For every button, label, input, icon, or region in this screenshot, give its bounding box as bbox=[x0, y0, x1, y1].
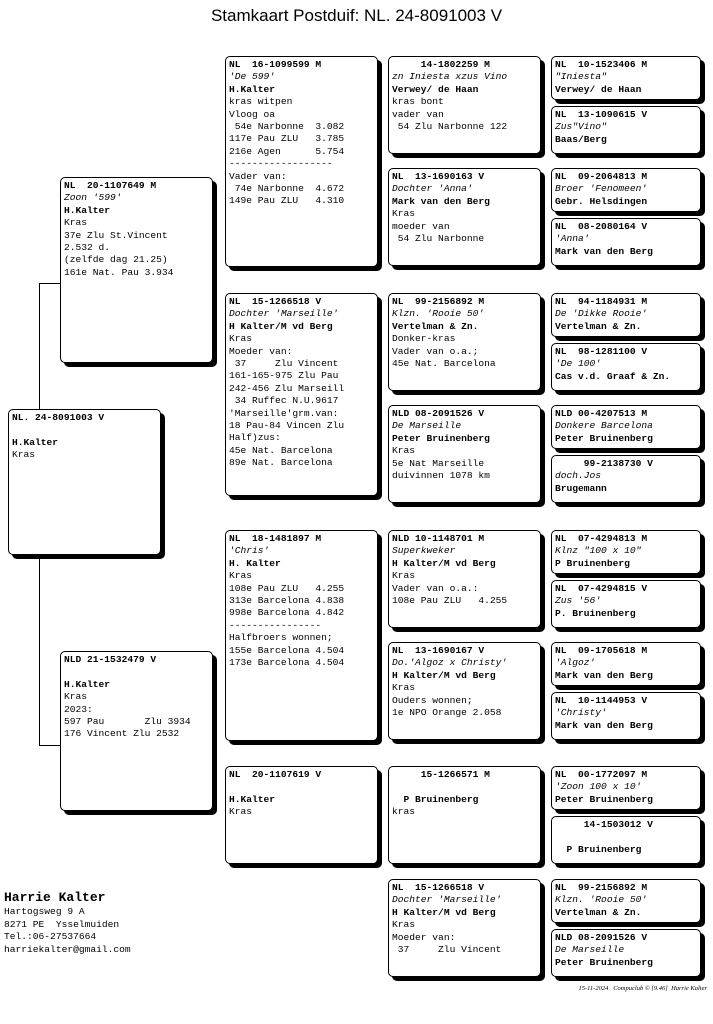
card-detail-line: 'Marseille'grm.van: bbox=[229, 407, 339, 419]
card-gen3-3 bbox=[388, 293, 541, 391]
card-detail-line: duivinnen 1078 km bbox=[392, 470, 490, 482]
card-paternal-grandfather bbox=[225, 56, 378, 267]
card-mother bbox=[60, 651, 213, 811]
breeder-name: P Bruinenberg bbox=[555, 557, 630, 569]
card-detail-line: 54 Zlu Narbonne bbox=[392, 233, 485, 245]
ring-number: NL. 24-8091003 V bbox=[12, 412, 105, 423]
breeder-name: Peter Bruinenberg bbox=[555, 432, 653, 444]
pigeon-name: "Iniesta" bbox=[555, 71, 607, 83]
card-detail-line: Kras bbox=[392, 682, 416, 694]
card-detail-line: (zelfde dag 21.25) bbox=[64, 254, 168, 266]
breeder-name: Mark van den Berg bbox=[392, 195, 490, 207]
ring-number: NL 15-1266518 V bbox=[392, 882, 485, 893]
pigeon-name: 'Algoz' bbox=[555, 657, 596, 669]
page-title: Stamkaart Postduif: NL. 24-8091003 V bbox=[210, 6, 503, 25]
ring-number: NL 00-1772097 M bbox=[555, 769, 648, 780]
card-gen4-4 bbox=[551, 218, 701, 266]
card-gen4-7 bbox=[551, 405, 701, 449]
pigeon-name: Superkweker bbox=[392, 545, 456, 557]
card-gen3-5 bbox=[388, 530, 541, 628]
card-detail-line: 155e Barcelona 4.504 bbox=[229, 644, 345, 656]
card-gen3-4 bbox=[388, 405, 541, 503]
ring-number: NLD 08-2091526 V bbox=[392, 408, 485, 419]
breeder-name: Baas/Berg bbox=[555, 133, 607, 145]
card-subject bbox=[8, 409, 161, 555]
card-detail-line: 597 Pau Zlu 3934 bbox=[64, 716, 191, 728]
breeder-name: P. Bruinenberg bbox=[555, 607, 636, 619]
card-detail-line: 242-456 Zlu Marseill bbox=[229, 382, 345, 394]
owner-address-line: 8271 PE Ysselmuiden bbox=[4, 918, 120, 930]
ring-number: NL 98-1281100 V bbox=[555, 346, 648, 357]
card-gen4-8 bbox=[551, 455, 701, 503]
pigeon-name bbox=[392, 781, 537, 793]
ring-number: NL 10-1523406 M bbox=[555, 59, 648, 70]
breeder-name: H.Kalter bbox=[64, 204, 111, 216]
breeder-name: H.Kalter bbox=[229, 83, 276, 95]
breeder-name: H.Kalter bbox=[64, 678, 111, 690]
card-detail-line: Kras bbox=[392, 445, 416, 457]
ring-number: NL 18-1481897 M bbox=[229, 533, 322, 544]
pigeon-name: Dochter 'Marseille' bbox=[229, 308, 339, 320]
card-detail-line: 313e Barcelona 4.838 bbox=[229, 595, 345, 607]
ring-number: 99-2138730 V bbox=[555, 458, 653, 469]
pigeon-name: 'Christy' bbox=[555, 707, 607, 719]
card-detail-line: Kras bbox=[64, 691, 88, 703]
card-detail-line: kras bbox=[392, 806, 416, 818]
breeder-name: Mark van den Berg bbox=[555, 669, 653, 681]
ring-number: NLD 10-1148701 M bbox=[392, 533, 485, 544]
breeder-name: H.Kalter bbox=[12, 436, 59, 448]
breeder-name: Vertelman & Zn. bbox=[555, 320, 642, 332]
breeder-name: Mark van den Berg bbox=[555, 719, 653, 731]
breeder-name: H Kalter/M vd Berg bbox=[229, 320, 333, 332]
card-detail-line: Kras bbox=[229, 570, 253, 582]
breeder-name: H Kalter/M vd Berg bbox=[392, 557, 496, 569]
card-gen3-2 bbox=[388, 168, 541, 266]
pigeon-name: Zoon '599' bbox=[64, 192, 122, 204]
card-detail-line: Vader van o.a.: bbox=[392, 582, 479, 594]
owner-info bbox=[4, 889, 131, 956]
pigeon-name: Klzn. 'Rooie 50' bbox=[555, 894, 648, 906]
card-detail-line: Donker-kras bbox=[392, 333, 456, 345]
pigeon-name: Zus '56' bbox=[555, 595, 602, 607]
owner-address-line: Hartogsweg 9 A bbox=[4, 906, 85, 917]
card-gen4-14 bbox=[551, 816, 701, 864]
card-detail-line: 45e Nat. Barcelona bbox=[229, 444, 333, 456]
breeder-name: Vertelman & Zn. bbox=[555, 906, 642, 918]
card-gen4-12 bbox=[551, 692, 701, 740]
card-detail-line: Moeder van: bbox=[392, 931, 456, 943]
card-detail-line: 998e Barcelona 4.842 bbox=[229, 607, 345, 619]
card-detail-line: Half)zus: bbox=[229, 432, 281, 444]
card-detail-line: 37 Zlu Vincent bbox=[392, 944, 502, 956]
ring-number: NLD 00-4207513 M bbox=[555, 408, 648, 419]
card-detail-line: Kras bbox=[392, 919, 416, 931]
card-detail-line: 2.532 d. bbox=[64, 242, 111, 254]
breeder-name: Verwey/ de Haan bbox=[392, 83, 479, 95]
card-gen4-13 bbox=[551, 766, 701, 810]
card-detail-line: 37e Zlu St.Vincent bbox=[64, 229, 168, 241]
card-gen3-6 bbox=[388, 642, 541, 740]
ring-number: NL 07-4294813 M bbox=[555, 533, 648, 544]
card-detail-line: 176 Vincent Zlu 2532 bbox=[64, 728, 180, 740]
breeder-name: H Kalter/M vd Berg bbox=[392, 906, 496, 918]
ring-number: NL 99-2156892 M bbox=[392, 296, 485, 307]
breeder-name: H. Kalter bbox=[229, 557, 281, 569]
ring-number: NL 09-1705618 M bbox=[555, 645, 648, 656]
ring-number: NL 94-1184931 M bbox=[555, 296, 648, 307]
card-detail-line: Kras bbox=[229, 806, 253, 818]
card-detail-line: Halfbroers wonnen; bbox=[229, 632, 333, 644]
card-detail-line: 18 Pau-84 Vincen Zlu bbox=[229, 420, 345, 432]
pigeon-name: 'Chris' bbox=[229, 545, 270, 557]
card-maternal-grandmother bbox=[225, 766, 378, 864]
ring-number: 14-1802259 M bbox=[392, 59, 490, 70]
breeder-name: Mark van den Berg bbox=[555, 245, 653, 257]
breeder-name: Verwey/ de Haan bbox=[555, 83, 642, 95]
ring-number: 14-1503012 V bbox=[555, 819, 653, 830]
pigeon-name: 'Zoon 100 x 10' bbox=[555, 781, 642, 793]
card-detail-line: Kras bbox=[64, 217, 88, 229]
card-detail-line: 74e Narbonne 4.672 bbox=[229, 183, 345, 195]
ring-number: NL 07-4294815 V bbox=[555, 583, 648, 594]
card-gen4-11 bbox=[551, 642, 701, 686]
ring-number: NLD 21-1532479 V bbox=[64, 654, 157, 665]
card-detail-line: Kras bbox=[392, 208, 416, 220]
card-gen4-16 bbox=[551, 929, 701, 977]
pigeon-name: De Marseille bbox=[555, 944, 625, 956]
ring-number: NL 13-1690163 V bbox=[392, 171, 485, 182]
card-gen3-7 bbox=[388, 766, 541, 864]
pigeon-name bbox=[64, 666, 209, 678]
ring-number: NL 09-2064813 M bbox=[555, 171, 648, 182]
pigeon-name: 'Anna' bbox=[555, 233, 590, 245]
pigeon-name bbox=[555, 831, 697, 843]
pigeon-name: Klnz "100 x 10" bbox=[555, 545, 642, 557]
card-detail-line: kras witpen bbox=[229, 96, 293, 108]
pigeon-name: De Marseille bbox=[392, 420, 462, 432]
card-detail-line: vader van bbox=[392, 108, 444, 120]
pigeon-name: 'De 599' bbox=[229, 71, 276, 83]
card-detail-line: 108e Pau ZLU 4.255 bbox=[229, 582, 345, 594]
card-detail-line: 5e Nat Marseille bbox=[392, 457, 485, 469]
pigeon-name: zn Iniesta xzus Vino bbox=[392, 71, 508, 83]
card-detail-line: 54e Narbonne 3.082 bbox=[229, 121, 345, 133]
owner-phone: Tel.:06-27537664 bbox=[4, 931, 97, 943]
card-gen4-3 bbox=[551, 168, 701, 212]
card-detail-line: ------------------ bbox=[229, 158, 333, 170]
ring-number: NL 20-1107619 V bbox=[229, 769, 322, 780]
card-paternal-grandmother bbox=[225, 293, 378, 496]
card-detail-line: Vader van: bbox=[229, 170, 287, 182]
card-father bbox=[60, 177, 213, 363]
card-gen4-9 bbox=[551, 530, 701, 574]
ring-number: NL 15-1266518 V bbox=[229, 296, 322, 307]
pigeon-name: Donkere Barcelona bbox=[555, 420, 653, 432]
card-detail-line: 173e Barcelona 4.504 bbox=[229, 657, 345, 669]
breeder-name: H Kalter/M vd Berg bbox=[392, 669, 496, 681]
breeder-name: Vertelman & Zn. bbox=[392, 320, 479, 332]
breeder-name: Peter Bruinenberg bbox=[555, 793, 653, 805]
card-gen4-1 bbox=[551, 56, 701, 100]
pigeon-name: Dochter 'Marseille' bbox=[392, 894, 502, 906]
card-detail-line: 161e Nat. Pau 3.934 bbox=[64, 266, 174, 278]
card-detail-line: Kras bbox=[392, 570, 416, 582]
card-detail-line: moeder van bbox=[392, 220, 450, 232]
breeder-name: Peter Bruinenberg bbox=[555, 956, 653, 968]
owner-email: harriekalter@gmail.com bbox=[4, 943, 131, 955]
card-gen4-6 bbox=[551, 343, 701, 391]
ring-number: NL 10-1144953 V bbox=[555, 695, 648, 706]
card-maternal-grandfather bbox=[225, 530, 378, 741]
card-detail-line: Vader van o.a.; bbox=[392, 345, 479, 357]
card-detail-line: 108e Pau ZLU 4.255 bbox=[392, 595, 508, 607]
breeder-name: H.Kalter bbox=[229, 793, 276, 805]
card-detail-line: 37 Zlu Vincent bbox=[229, 358, 339, 370]
pigeon-name: Broer 'Fenomeen' bbox=[555, 183, 648, 195]
card-gen4-2 bbox=[551, 106, 701, 154]
ring-number: NLD 08-2091526 V bbox=[555, 932, 648, 943]
card-detail-line: Ouders wonnen; bbox=[392, 694, 473, 706]
pigeon-name bbox=[229, 781, 374, 793]
card-detail-line: 161-165-975 Zlu Pau bbox=[229, 370, 339, 382]
pigeon-name: doch.Jos bbox=[555, 470, 602, 482]
breeder-name: Peter Bruinenberg bbox=[392, 432, 490, 444]
footer-credit: 15-11-2024 Compuclub © [9.46] Harrie Kalter bbox=[578, 985, 707, 992]
card-detail-line: 1e NPO Orange 2.058 bbox=[392, 707, 502, 719]
ring-number: NL 08-2080164 V bbox=[555, 221, 648, 232]
card-detail-line: Moeder van: bbox=[229, 345, 293, 357]
ring-number: NL 16-1099599 M bbox=[229, 59, 322, 70]
pigeon-name: 'De 100' bbox=[555, 358, 602, 370]
card-gen4-15 bbox=[551, 879, 701, 923]
card-gen4-5 bbox=[551, 293, 701, 337]
breeder-name: Brugemann bbox=[555, 482, 607, 494]
pigeon-name: De 'Dikke Rooie' bbox=[555, 308, 648, 320]
card-gen3-1 bbox=[388, 56, 541, 154]
card-detail-line: Kras bbox=[12, 449, 36, 461]
pigeon-name: Dochter 'Anna' bbox=[392, 183, 473, 195]
pigeon-name: Zus"Vino" bbox=[555, 121, 607, 133]
pigeon-name bbox=[12, 424, 157, 436]
breeder-name: P Bruinenberg bbox=[392, 793, 479, 805]
card-detail-line: 34 Ruffec N.U.9617 bbox=[229, 395, 339, 407]
card-detail-line: kras bont bbox=[392, 96, 444, 108]
pigeon-name: Do.'Algoz x Christy' bbox=[392, 657, 508, 669]
ring-number: NL 13-1690167 V bbox=[392, 645, 485, 656]
card-detail-line: 89e Nat. Barcelona bbox=[229, 457, 333, 469]
breeder-name: Gebr. Helsdingen bbox=[555, 195, 648, 207]
card-detail-line: Kras bbox=[229, 333, 253, 345]
card-detail-line: ---------------- bbox=[229, 619, 322, 631]
card-gen4-10 bbox=[551, 580, 701, 628]
card-detail-line: 45e Nat. Barcelona bbox=[392, 358, 496, 370]
card-detail-line: 2023: bbox=[64, 703, 93, 715]
card-gen3-8 bbox=[388, 879, 541, 977]
card-detail-line: 149e Pau ZLU 4.310 bbox=[229, 195, 345, 207]
card-detail-line: Vloog oa bbox=[229, 108, 276, 120]
ring-number: NL 20-1107649 M bbox=[64, 180, 157, 191]
pigeon-name: Klzn. 'Rooie 50' bbox=[392, 308, 485, 320]
ring-number: NL 99-2156892 M bbox=[555, 882, 648, 893]
breeder-name: P Bruinenberg bbox=[555, 843, 642, 855]
card-detail-line: 54 Zlu Narbonne 122 bbox=[392, 121, 508, 133]
ring-number: NL 13-1090615 V bbox=[555, 109, 648, 120]
card-detail-line: 117e Pau ZLU 3.785 bbox=[229, 133, 345, 145]
breeder-name: Cas v.d. Graaf & Zn. bbox=[555, 370, 671, 382]
card-detail-line: 216e Agen 5.754 bbox=[229, 145, 345, 157]
ring-number: 15-1266571 M bbox=[392, 769, 490, 780]
owner-name: Harrie Kalter bbox=[4, 890, 106, 905]
